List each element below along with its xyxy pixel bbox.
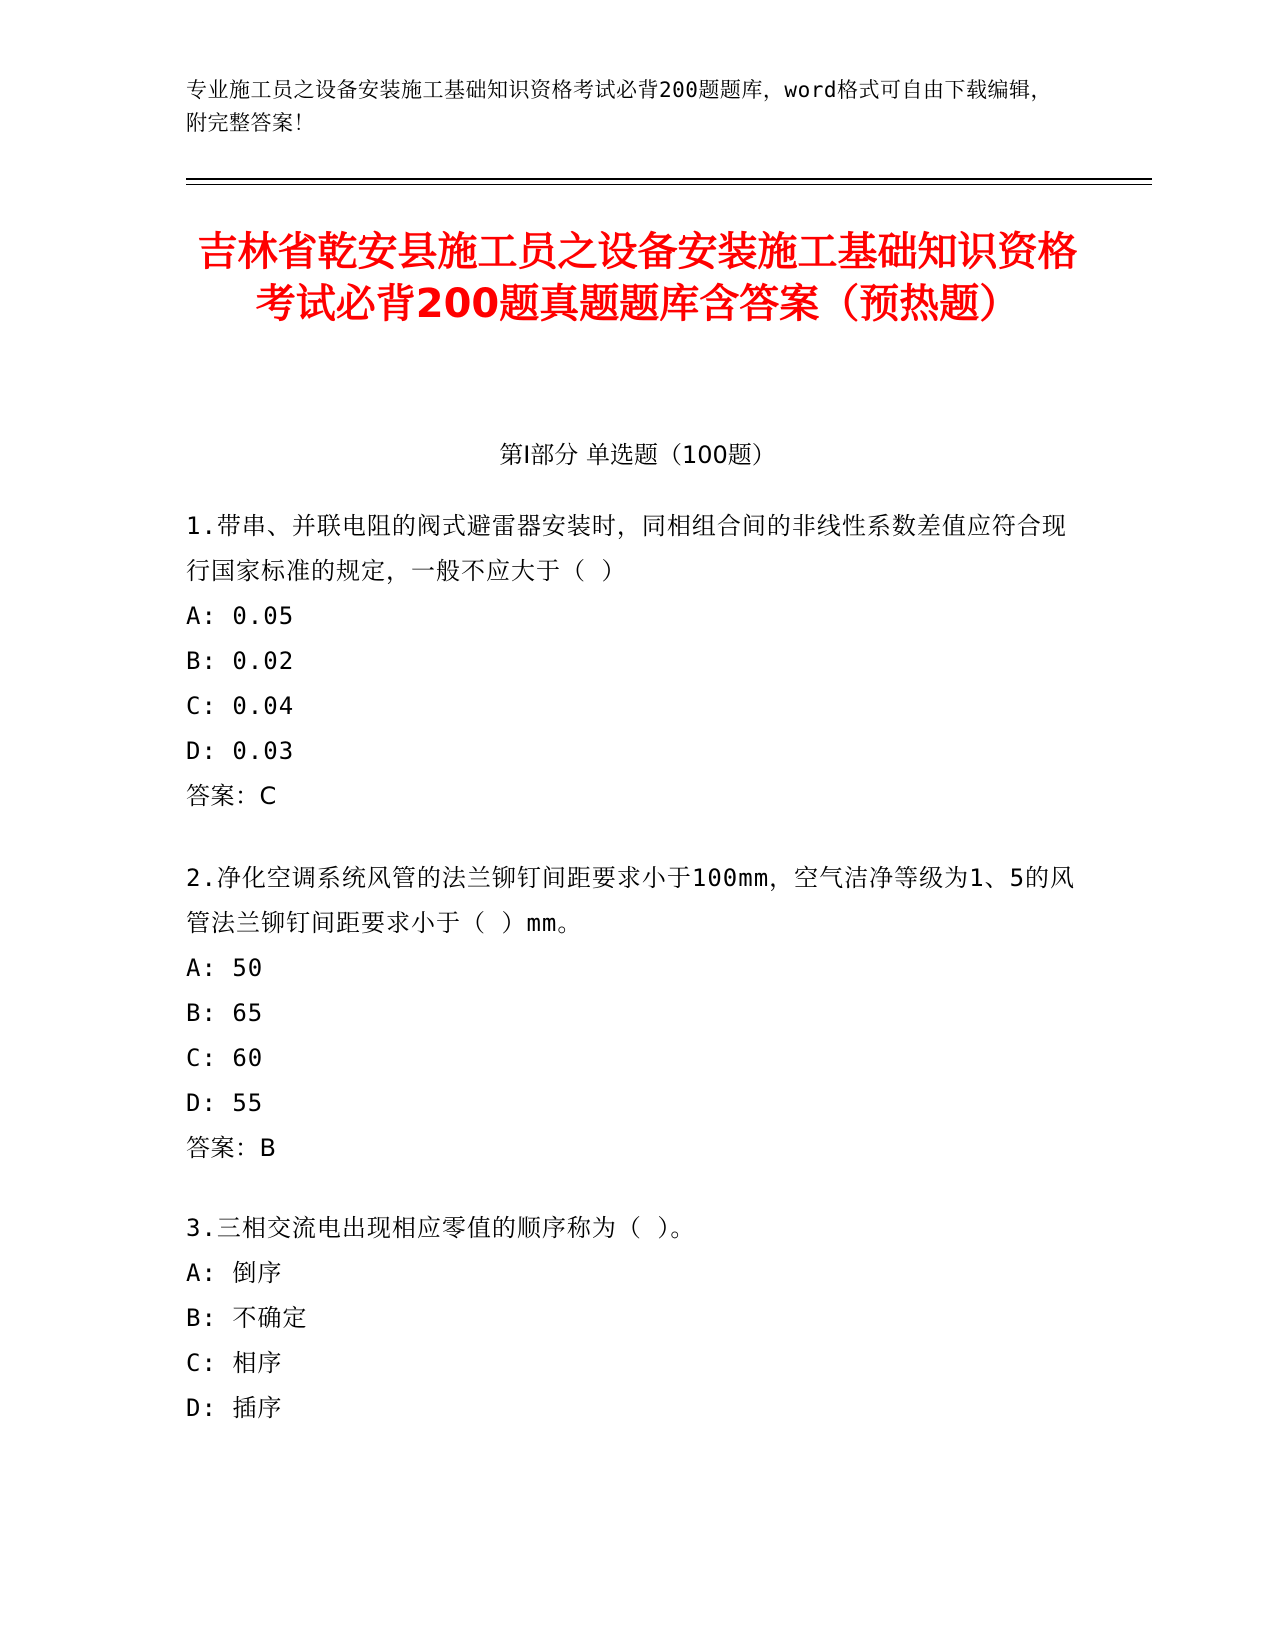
answer-line: 答案：C	[186, 782, 277, 810]
header-divider-thin	[186, 184, 1152, 185]
header-divider-thick	[186, 178, 1152, 180]
question-1	[186, 504, 1091, 819]
option-c: C: 60	[186, 1044, 264, 1072]
option-d: D: 55	[186, 1089, 264, 1117]
option-d: D: 0.03	[186, 737, 295, 765]
question-text: 2.净化空调系统风管的法兰铆钉间距要求小于100mm，空气洁净等级为1、5的风管法兰铆钉间距要求小于（ ）mm。	[186, 864, 1076, 937]
header-note: 专业施工员之设备安装施工基础知识资格考试必背200题题库，word格式可自由下载编辑，附完整答案！	[186, 78, 1052, 135]
option-a: A: 50	[186, 954, 264, 982]
document-title: 吉林省乾安县施工员之设备安装施工基础知识资格考试必背200题真题题库含答案（预热题）	[197, 229, 1078, 327]
section-heading: 第Ⅰ部分 单选题（100题）	[499, 441, 776, 469]
question-text: 3.三相交流电出现相应零值的顺序称为（ ）。	[186, 1214, 696, 1242]
option-b: B: 不确定	[186, 1304, 308, 1332]
option-c: C: 0.04	[186, 692, 295, 720]
question-2	[186, 856, 1091, 1171]
question-text: 1.带串、并联电阻的阀式避雷器安装时，同相组合间的非线性系数差值应符合现行国家标准的规定，一般不应大于（ ）	[186, 512, 1067, 585]
option-b: B: 0.02	[186, 647, 295, 675]
option-a: A: 0.05	[186, 602, 295, 630]
answer-line: 答案：B	[186, 1134, 277, 1162]
option-a: A: 倒序	[186, 1259, 283, 1287]
question-3	[186, 1206, 1091, 1431]
option-c: C: 相序	[186, 1349, 283, 1377]
option-d: D: 插序	[186, 1394, 283, 1422]
option-b: B: 65	[186, 999, 264, 1027]
